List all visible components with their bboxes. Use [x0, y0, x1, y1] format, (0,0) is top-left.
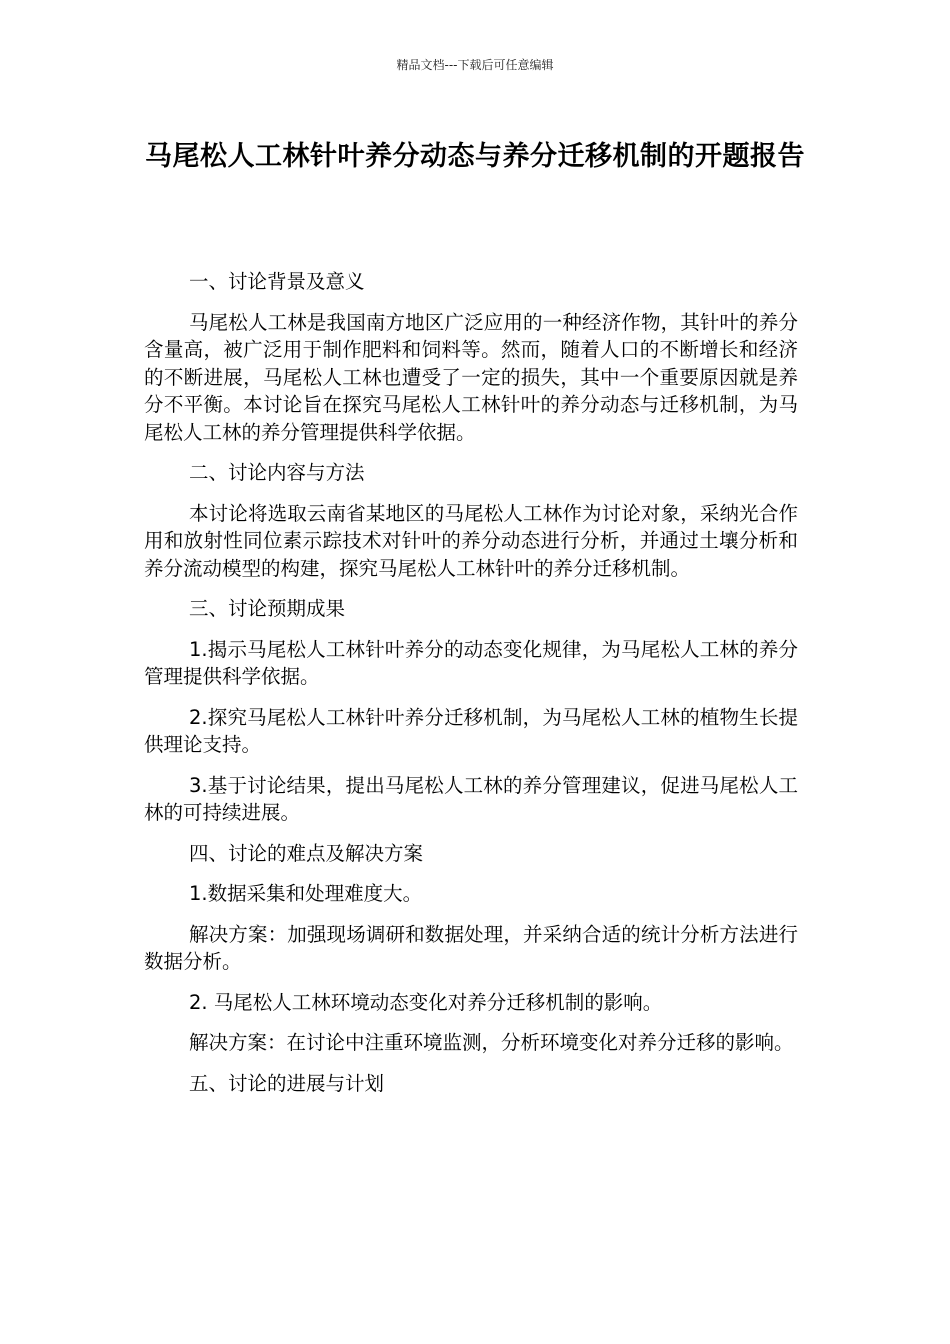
list-item-result-3: 3.基于讨论结果，提出马尾松人工林的养分管理建议，促进马尾松人工林的可持续进展。 [144, 773, 798, 824]
paragraph-content-method: 本讨论将选取云南省某地区的马尾松人工林作为讨论对象，采纳光合作用和放射性同位素示踪技术对针叶的养分动态进行分析，并通过土壤分析和养分流动模型的构建，探究马尾松人工林针叶的养分迁移机制。 [144, 501, 798, 580]
document-title: 马尾松人工林针叶养分动态与养分迁移机制的开题报告 [145, 141, 805, 172]
paragraph-solution-2: 解决方案：在讨论中注重环境监测，分析环境变化对养分迁移的影响。 [189, 1031, 794, 1054]
list-item-difficulty-1: 1.数据采集和处理难度大。 [189, 882, 423, 905]
list-item-result-1: 1.揭示马尾松人工林针叶养分的动态变化规律，为马尾松人工林的养分管理提供科学依据。 [144, 637, 798, 688]
paragraph-background: 马尾松人工林是我国南方地区广泛应用的一种经济作物，其针叶的养分含量高，被广泛用于制作肥料和饲料等。然而，随着人口的不断增长和经济的不断进展，马尾松人工林也遭受了一定的损失，其中一个重要原因就是养分不平衡。本讨论旨在探究马尾松人工林针叶的养分动态与迁移机制，为马尾松人工林的养分管理提供科学依据。 [144, 310, 798, 444]
section-heading-progress-plan: 五、讨论的进展与计划 [189, 1071, 385, 1095]
document-body [144, 268, 798, 1110]
section-heading-content-method: 二、讨论内容与方法 [189, 461, 365, 484]
paragraph-solution-1: 解决方案：加强现场调研和数据处理，并采纳合适的统计分析方法进行数据分析。 [144, 922, 798, 973]
section-heading-difficulties: 四、讨论的难点及解决方案 [189, 841, 424, 865]
list-item-result-2: 2.探究马尾松人工林针叶养分迁移机制，为马尾松人工林的植物生长提供理论支持。 [144, 705, 798, 756]
section-heading-background: 一、讨论背景及意义 [189, 270, 365, 293]
list-item-difficulty-2: 2. 马尾松人工林环境动态变化对养分迁移机制的影响。 [189, 990, 663, 1014]
section-heading-expected-results: 三、讨论预期成果 [189, 597, 346, 620]
header-note: 精品文档---下载后可任意编辑 [396, 58, 554, 72]
